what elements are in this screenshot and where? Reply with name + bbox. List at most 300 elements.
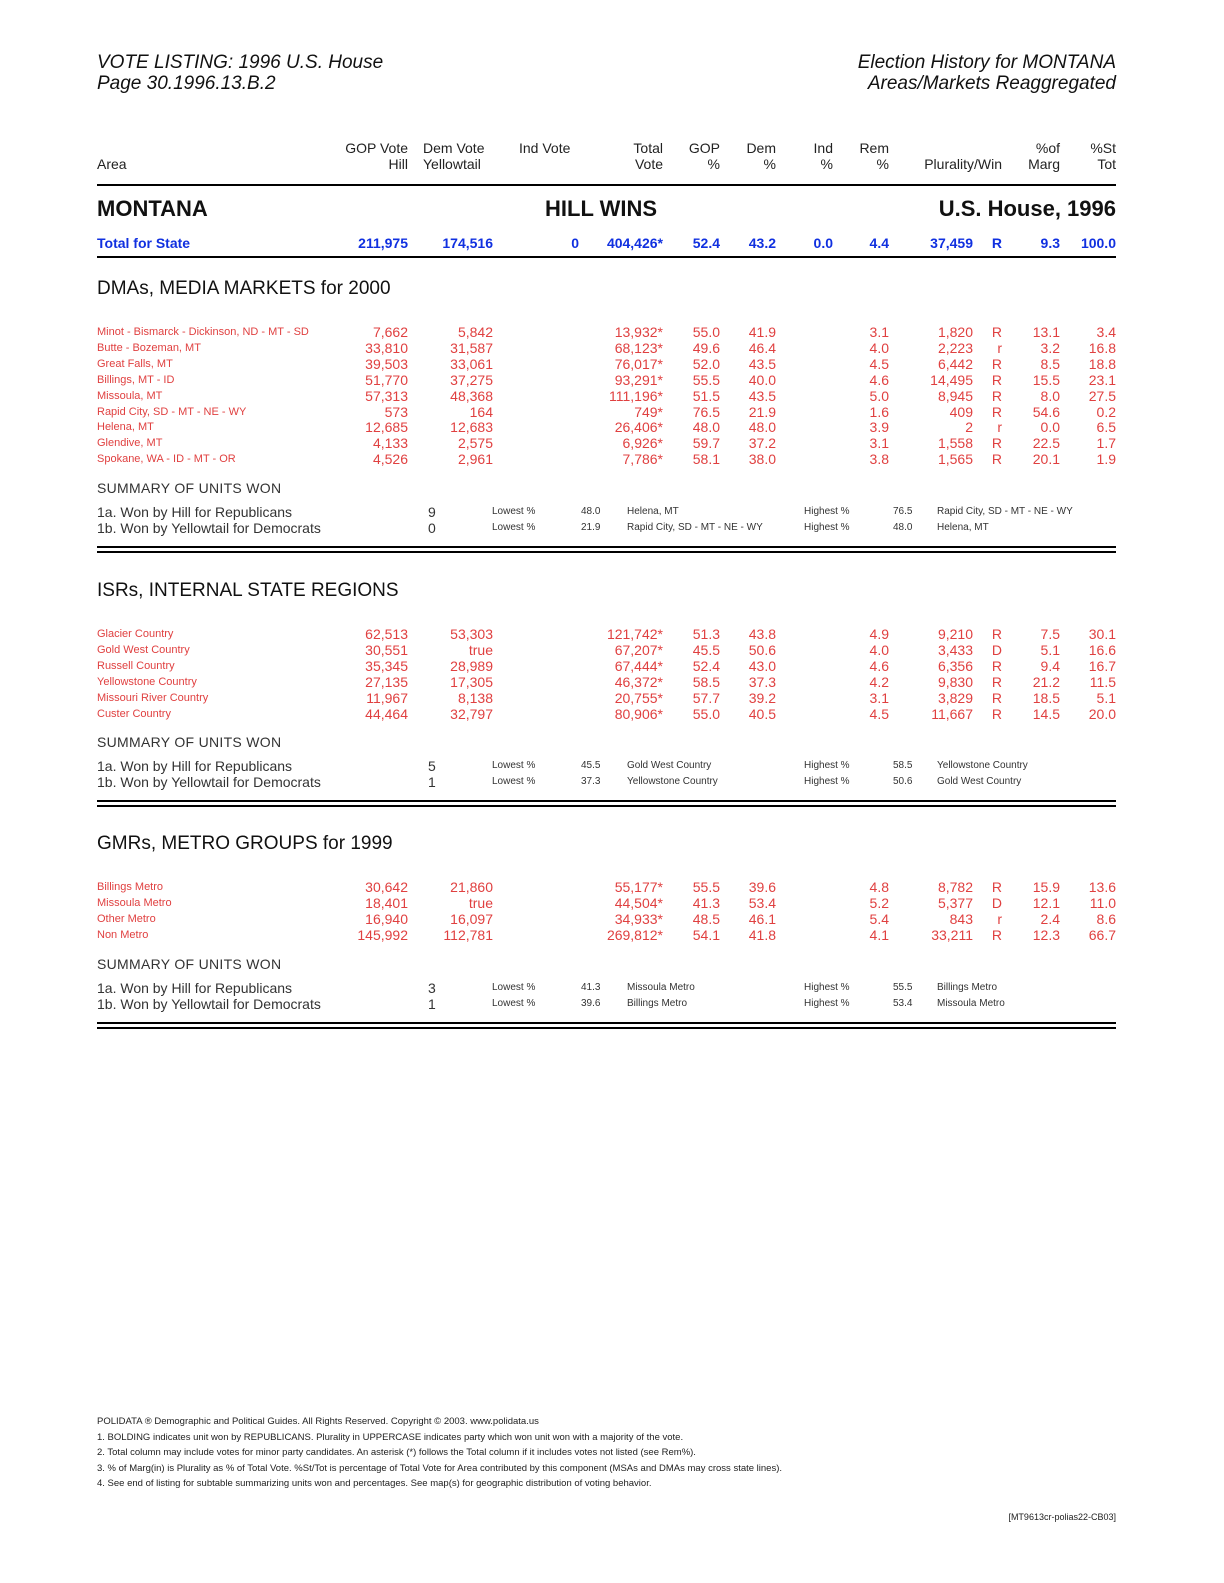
cell-st: 23.1 (1088, 371, 1116, 388)
cell-win: R (991, 657, 1002, 674)
table-row (97, 658, 1116, 674)
cell-st: 1.7 (1096, 435, 1116, 452)
cell-tot: 749* (634, 403, 663, 420)
summary-title: SUMMARY OF UNITS WON (97, 480, 282, 497)
cell-gop: 7,662 (372, 324, 408, 340)
document-header-right (858, 52, 1116, 94)
summary-dem-count: 1 (428, 995, 436, 1012)
cell-rpc: 1.6 (869, 403, 889, 420)
cell-gpc: 48.5 (692, 910, 720, 927)
summary-dem-row (97, 520, 1116, 536)
total-dem-vote: 174,516 (442, 235, 493, 251)
highest-value: 55.5 (893, 981, 913, 993)
cell-gpc: 76.5 (692, 403, 720, 420)
cell-tot: 93,291* (614, 371, 663, 388)
summary-rep-label: 1a. Won by Hill for Republicans (97, 979, 293, 996)
cell-win: R (991, 371, 1002, 388)
cell-rpc: 4.0 (869, 641, 889, 658)
total-winner: R (991, 235, 1002, 251)
cell-gop: 62,513 (365, 626, 408, 642)
cell-plur: 409 (949, 403, 973, 420)
cell-win: R (991, 403, 1002, 420)
cell-gop: 4,133 (372, 435, 408, 452)
cell-dem: 37,275 (450, 371, 493, 388)
cell-rpc: 3.1 (869, 324, 889, 340)
cell-tot: 7,786* (622, 451, 663, 468)
cell-gpc: 49.6 (692, 339, 720, 356)
cell-gop: 51,770 (365, 371, 408, 388)
area-name: Rapid City, SD - MT - NE - WY (97, 405, 247, 418)
summary-rep-row (97, 504, 1116, 520)
cell-rpc: 4.9 (869, 626, 889, 642)
cell-gop: 57,313 (365, 387, 408, 404)
cell-gop: 44,464 (365, 705, 408, 722)
summary-dem-label: 1b. Won by Yellowtail for Democrats (97, 995, 321, 1012)
cell-dpc: 53.4 (748, 894, 776, 911)
cell-gpc: 54.1 (692, 926, 720, 943)
highest-value: 50.6 (893, 776, 913, 788)
total-rule (97, 256, 1116, 258)
cell-plur: 5,377 (937, 894, 973, 911)
highest-area: Gold West Country (937, 776, 1022, 788)
cell-dem: 17,305 (450, 673, 493, 690)
summary-rep-row (97, 758, 1116, 774)
cell-gpc: 55.0 (692, 705, 720, 722)
cell-dem: 16,097 (450, 910, 493, 927)
col-area: Area (97, 156, 127, 172)
cell-tot: 20,755* (614, 689, 663, 706)
cell-gop: 30,642 (365, 879, 408, 895)
cell-gpc: 59.7 (692, 435, 720, 452)
col-gop-vote: GOP Vote (345, 140, 408, 156)
cell-dpc: 41.8 (748, 926, 776, 943)
area-name: Missoula, MT (97, 389, 163, 402)
cell-st: 11.5 (1089, 673, 1116, 690)
lowest-value: 37.3 (581, 776, 601, 788)
highest-area: Missoula Metro (937, 997, 1005, 1009)
cell-rpc: 4.2 (869, 673, 889, 690)
cell-marg: 13.1 (1032, 324, 1060, 340)
section-end-rule (97, 546, 1116, 548)
cell-dpc: 21.9 (748, 403, 776, 420)
cell-st: 66.7 (1088, 926, 1116, 943)
cell-plur: 843 (949, 910, 973, 927)
history-subtitle: Areas/Markets Reaggregated (867, 73, 1116, 94)
cell-st: 5.1 (1096, 689, 1116, 706)
cell-dpc: 43.5 (748, 355, 776, 372)
col-dem-candidate: Yellowtail (423, 156, 481, 172)
col-state-total-label: Tot (1097, 156, 1116, 172)
cell-win: R (991, 879, 1002, 895)
listing-title: VOTE LISTING: 1996 U.S. House (97, 52, 384, 73)
lowest-label: Lowest % (492, 981, 536, 993)
cell-dpc: 43.8 (748, 626, 776, 642)
col-plurality: Plurality/Win (924, 156, 1002, 172)
section-title: DMAs, MEDIA MARKETS for 2000 (97, 278, 391, 299)
area-name: Missouri River Country (97, 691, 209, 704)
cell-tot: 13,932* (614, 324, 663, 340)
lowest-area: Missoula Metro (627, 981, 695, 993)
cell-dem: 8,138 (457, 689, 493, 706)
cell-tot: 67,444* (614, 657, 663, 674)
summary-rep-count: 9 (428, 504, 436, 521)
cell-tot: 55,177* (614, 879, 663, 895)
cell-dpc: 37.2 (748, 435, 776, 452)
lowest-label: Lowest % (492, 760, 536, 772)
cell-marg: 9.4 (1040, 657, 1060, 674)
col-dem-vote: Dem Vote (423, 140, 485, 156)
cell-dem: 2,961 (457, 451, 493, 468)
cell-st: 0.2 (1096, 403, 1116, 420)
summary-dem-count: 0 (428, 520, 436, 537)
cell-rpc: 4.5 (869, 705, 889, 722)
col-rem-pct-sign: % (876, 156, 889, 172)
cell-marg: 12.3 (1032, 926, 1060, 943)
cell-dem: 31,587 (450, 339, 493, 356)
summary-rep-count: 3 (428, 979, 436, 996)
highest-label: Highest % (804, 522, 850, 534)
cell-tot: 6,926* (622, 435, 663, 452)
cell-gop: 16,940 (365, 910, 408, 927)
cell-tot: 67,207* (614, 641, 663, 658)
highest-value: 76.5 (893, 506, 913, 518)
cell-marg: 15.5 (1032, 371, 1060, 388)
lowest-area: Billings Metro (627, 997, 688, 1009)
lowest-value: 21.9 (581, 522, 601, 534)
col-state-total: %St (1090, 140, 1116, 156)
col-margin: %of (1035, 140, 1060, 156)
cell-plur: 1,558 (937, 435, 973, 452)
table-row (97, 324, 1116, 340)
page-number: Page 30.1996.13.B.2 (97, 73, 276, 94)
cell-plur: 6,356 (937, 657, 973, 674)
table-row (97, 419, 1116, 435)
cell-dem: 32,797 (450, 705, 493, 722)
cell-marg: 18.5 (1032, 689, 1060, 706)
summary-rep-label: 1a. Won by Hill for Republicans (97, 504, 293, 521)
cell-dem: 28,989 (450, 657, 493, 674)
cell-marg: 20.1 (1032, 451, 1060, 468)
cell-plur: 9,830 (937, 673, 973, 690)
state-total-row (97, 235, 1116, 251)
race-result: HILL WINS (545, 196, 658, 221)
cell-gpc: 48.0 (692, 419, 720, 436)
cell-rpc: 3.9 (869, 419, 889, 436)
lowest-area: Rapid City, SD - MT - NE - WY (627, 522, 763, 534)
area-name: Spokane, WA - ID - MT - OR (97, 453, 236, 466)
cell-gop: 30,551 (365, 641, 408, 658)
cell-gop: 33,810 (365, 339, 408, 356)
highest-value: 53.4 (893, 997, 913, 1009)
table-row (97, 388, 1116, 404)
total-vote: 404,426* (606, 235, 663, 251)
cell-dem: 164 (469, 403, 493, 420)
cell-st: 11.0 (1089, 894, 1116, 911)
highest-area: Yellowstone Country (937, 760, 1028, 772)
section-end-rule-double (97, 1027, 1116, 1029)
cell-tot: 76,017* (614, 355, 663, 372)
col-margin-label: Marg (1028, 156, 1060, 172)
cell-win: r (997, 910, 1002, 927)
summary-title: SUMMARY OF UNITS WON (97, 955, 282, 972)
area-name: Billings, MT - ID (97, 373, 175, 386)
cell-rpc: 3.1 (869, 689, 889, 706)
table-row (97, 356, 1116, 372)
cell-dem: 2,575 (457, 435, 493, 452)
lowest-area: Helena, MT (627, 506, 679, 518)
cell-st: 3.4 (1096, 324, 1116, 340)
cell-gpc: 58.1 (692, 451, 720, 468)
cell-dpc: 46.1 (748, 910, 776, 927)
cell-tot: 26,406* (614, 419, 663, 436)
cell-win: D (991, 894, 1002, 911)
total-ind-vote: 0 (571, 235, 579, 251)
document-code: [MT9613cr-polias22-CB03] (1008, 1512, 1116, 1522)
cell-win: R (991, 324, 1002, 340)
cell-rpc: 4.8 (869, 879, 889, 895)
cell-tot: 269,812* (606, 926, 663, 943)
cell-marg: 3.2 (1040, 339, 1060, 356)
section-title: ISRs, INTERNAL STATE REGIONS (97, 580, 399, 601)
cell-plur: 6,442 (937, 355, 973, 372)
cell-st: 6.5 (1096, 419, 1116, 436)
table-row (97, 895, 1116, 911)
area-name: Yellowstone Country (97, 675, 197, 688)
cell-st: 13.6 (1088, 879, 1116, 895)
col-rem-pct: Rem (859, 140, 889, 156)
cell-rpc: 4.6 (869, 657, 889, 674)
col-ind-pct-sign: % (820, 156, 833, 172)
area-name: Custer Country (97, 707, 171, 720)
cell-gop: 27,135 (365, 673, 408, 690)
summary-rep-count: 5 (428, 758, 436, 775)
cell-plur: 11,667 (931, 705, 973, 722)
cell-rpc: 3.8 (869, 451, 889, 468)
cell-gop: 35,345 (365, 657, 408, 674)
cell-win: r (997, 419, 1002, 436)
cell-dpc: 43.0 (748, 657, 776, 674)
footnote-3: 3. % of Marg(in) is Plurality as % of Total Vote. %St/Tot is percentage of Total Vote for Area contributed by this component (MSAs and DMAs may cross state lines). (97, 1462, 783, 1474)
table-row (97, 372, 1116, 388)
cell-plur: 1,565 (937, 451, 973, 468)
table-row (97, 706, 1116, 722)
highest-label: Highest % (804, 506, 850, 518)
section-end-rule (97, 800, 1116, 802)
cell-tot: 121,742* (606, 626, 663, 642)
table-row (97, 642, 1116, 658)
table-row (97, 879, 1116, 895)
cell-tot: 68,123* (614, 339, 663, 356)
cell-dpc: 37.3 (748, 673, 776, 690)
table-row (97, 404, 1116, 420)
cell-gpc: 57.7 (692, 689, 720, 706)
area-name: Non Metro (97, 928, 149, 941)
lowest-label: Lowest % (492, 997, 536, 1009)
cell-gpc: 55.5 (692, 879, 720, 895)
section-title: GMRs, METRO GROUPS for 1999 (97, 833, 393, 854)
cell-win: R (991, 689, 1002, 706)
cell-plur: 1,820 (937, 324, 973, 340)
lowest-area: Gold West Country (627, 760, 712, 772)
area-name: Russell Country (97, 659, 175, 672)
area-name: Great Falls, MT (97, 357, 173, 370)
lowest-label: Lowest % (492, 522, 536, 534)
state-name: MONTANA (97, 196, 208, 221)
cell-win: R (991, 435, 1002, 452)
cell-dem: true (468, 641, 493, 658)
total-label: Total for State (97, 235, 191, 251)
highest-label: Highest % (804, 760, 850, 772)
cell-gpc: 41.3 (692, 894, 720, 911)
summary-dem-row (97, 774, 1116, 790)
cell-dem: 5,842 (457, 324, 493, 340)
total-ind-pct: 0.0 (813, 235, 833, 251)
col-total-vote: Vote (634, 156, 663, 172)
cell-win: D (991, 641, 1002, 658)
area-name: Gold West Country (97, 643, 190, 656)
cell-marg: 21.2 (1032, 673, 1060, 690)
col-gop-pct-sign: % (707, 156, 720, 172)
area-name: Glacier Country (97, 628, 174, 640)
history-title: Election History for MONTANA (857, 52, 1116, 73)
summary-dem-label: 1b. Won by Yellowtail for Democrats (97, 520, 321, 537)
highest-label: Highest % (804, 997, 850, 1009)
cell-tot: 44,504* (614, 894, 663, 911)
cell-gpc: 51.3 (692, 626, 720, 642)
section-end-rule (97, 1022, 1116, 1024)
cell-plur: 8,782 (937, 879, 973, 895)
cell-dpc: 43.5 (748, 387, 776, 404)
total-gop-pct: 52.4 (692, 235, 720, 251)
cell-marg: 14.5 (1032, 705, 1060, 722)
cell-gop: 39,503 (365, 355, 408, 372)
cell-marg: 8.5 (1040, 355, 1060, 372)
cell-marg: 5.1 (1040, 641, 1060, 658)
header-rule (97, 184, 1116, 186)
highest-value: 48.0 (893, 522, 913, 534)
highest-value: 58.5 (893, 760, 913, 772)
highest-area: Helena, MT (937, 522, 989, 534)
cell-gop: 145,992 (357, 926, 408, 943)
lowest-value: 48.0 (581, 506, 601, 518)
cell-marg: 8.0 (1040, 387, 1060, 404)
cell-gpc: 55.5 (692, 371, 720, 388)
cell-dem: 53,303 (450, 626, 493, 642)
total-dem-pct: 43.2 (748, 235, 776, 251)
cell-dpc: 46.4 (748, 339, 776, 356)
cell-gpc: 52.0 (692, 355, 720, 372)
cell-dpc: 41.9 (748, 324, 776, 340)
cell-marg: 12.1 (1032, 894, 1060, 911)
cell-st: 16.6 (1088, 641, 1116, 658)
table-row (97, 690, 1116, 706)
cell-dpc: 38.0 (748, 451, 776, 468)
table-row (97, 626, 1116, 642)
area-name: Missoula Metro (97, 896, 172, 909)
cell-win: R (991, 626, 1002, 642)
total-rem-pct: 4.4 (869, 235, 889, 251)
cell-dem: 21,860 (450, 879, 493, 895)
cell-marg: 22.5 (1032, 435, 1060, 452)
cell-marg: 54.6 (1032, 403, 1060, 420)
col-dem-pct: Dem (746, 140, 776, 156)
table-row (97, 340, 1116, 356)
summary-dem-count: 1 (428, 774, 436, 791)
race-title: U.S. House, 1996 (938, 196, 1116, 221)
cell-rpc: 4.1 (869, 926, 889, 943)
cell-st: 20.0 (1088, 705, 1116, 722)
cell-rpc: 4.0 (869, 339, 889, 356)
cell-st: 8.6 (1096, 910, 1116, 927)
footnote-2: 2. Total column may include votes for minor party candidates. An asterisk (*) follows the Total column if it includes votes not listed (see Rem%). (97, 1447, 696, 1458)
cell-dpc: 40.5 (748, 705, 776, 722)
column-headers (97, 140, 1116, 180)
cell-plur: 14,495 (930, 371, 973, 388)
cell-rpc: 5.4 (869, 910, 889, 927)
cell-plur: 2,223 (937, 339, 973, 356)
highest-area: Rapid City, SD - MT - NE - WY (937, 506, 1073, 518)
cell-win: R (991, 387, 1002, 404)
cell-win: R (991, 705, 1002, 722)
cell-st: 16.8 (1088, 339, 1116, 356)
cell-marg: 15.9 (1032, 879, 1060, 895)
cell-win: R (991, 673, 1002, 690)
table-row (97, 451, 1116, 467)
footnotes (97, 1414, 782, 1492)
lowest-value: 39.6 (581, 997, 601, 1009)
cell-st: 18.8 (1088, 355, 1116, 372)
summary-title: SUMMARY OF UNITS WON (97, 734, 282, 751)
cell-gpc: 52.4 (692, 657, 720, 674)
cell-plur: 8,945 (937, 387, 973, 404)
cell-rpc: 3.1 (869, 435, 889, 452)
lowest-label: Lowest % (492, 506, 536, 518)
cell-tot: 46,372* (614, 673, 663, 690)
total-margin: 9.3 (1040, 235, 1060, 251)
cell-dem: 112,781 (443, 926, 493, 943)
area-name: Helena, MT (97, 421, 154, 434)
cell-gop: 11,967 (366, 689, 408, 706)
summary-rep-label: 1a. Won by Hill for Republicans (97, 758, 293, 775)
cell-plur: 3,829 (937, 689, 973, 706)
footnote-copyright: POLIDATA ® Demographic and Political Guides. All Rights Reserved. Copyright © 2003. www.polidata.us (97, 1416, 539, 1427)
cell-plur: 33,211 (931, 926, 973, 943)
total-plurality: 37,459 (930, 235, 973, 251)
section-end-rule-double (97, 551, 1116, 553)
cell-marg: 7.5 (1040, 626, 1060, 642)
section-end-rule-double (97, 805, 1116, 807)
cell-plur: 9,210 (937, 626, 973, 642)
table-row (97, 435, 1116, 451)
cell-tot: 80,906* (614, 705, 663, 722)
cell-win: R (991, 451, 1002, 468)
footnote-1: 1. BOLDING indicates unit won by REPUBLICANS. Plurality in UPPERCASE indicates party which won unit won with a majority of the vote. (97, 1431, 684, 1443)
cell-gop: 18,401 (365, 894, 408, 911)
col-gop-pct: GOP (688, 140, 720, 156)
area-name: Other Metro (97, 912, 156, 925)
cell-gpc: 58.5 (692, 673, 720, 690)
cell-dpc: 40.0 (748, 371, 776, 388)
cell-dem: 33,061 (450, 355, 493, 372)
highest-label: Highest % (804, 776, 850, 788)
cell-marg: 2.4 (1040, 910, 1060, 927)
cell-dpc: 48.0 (748, 419, 776, 436)
cell-dpc: 39.2 (748, 689, 776, 706)
cell-win: r (997, 339, 1002, 356)
cell-dem: 48,368 (450, 387, 493, 404)
cell-st: 30.1 (1088, 626, 1116, 642)
highest-label: Highest % (804, 981, 850, 993)
